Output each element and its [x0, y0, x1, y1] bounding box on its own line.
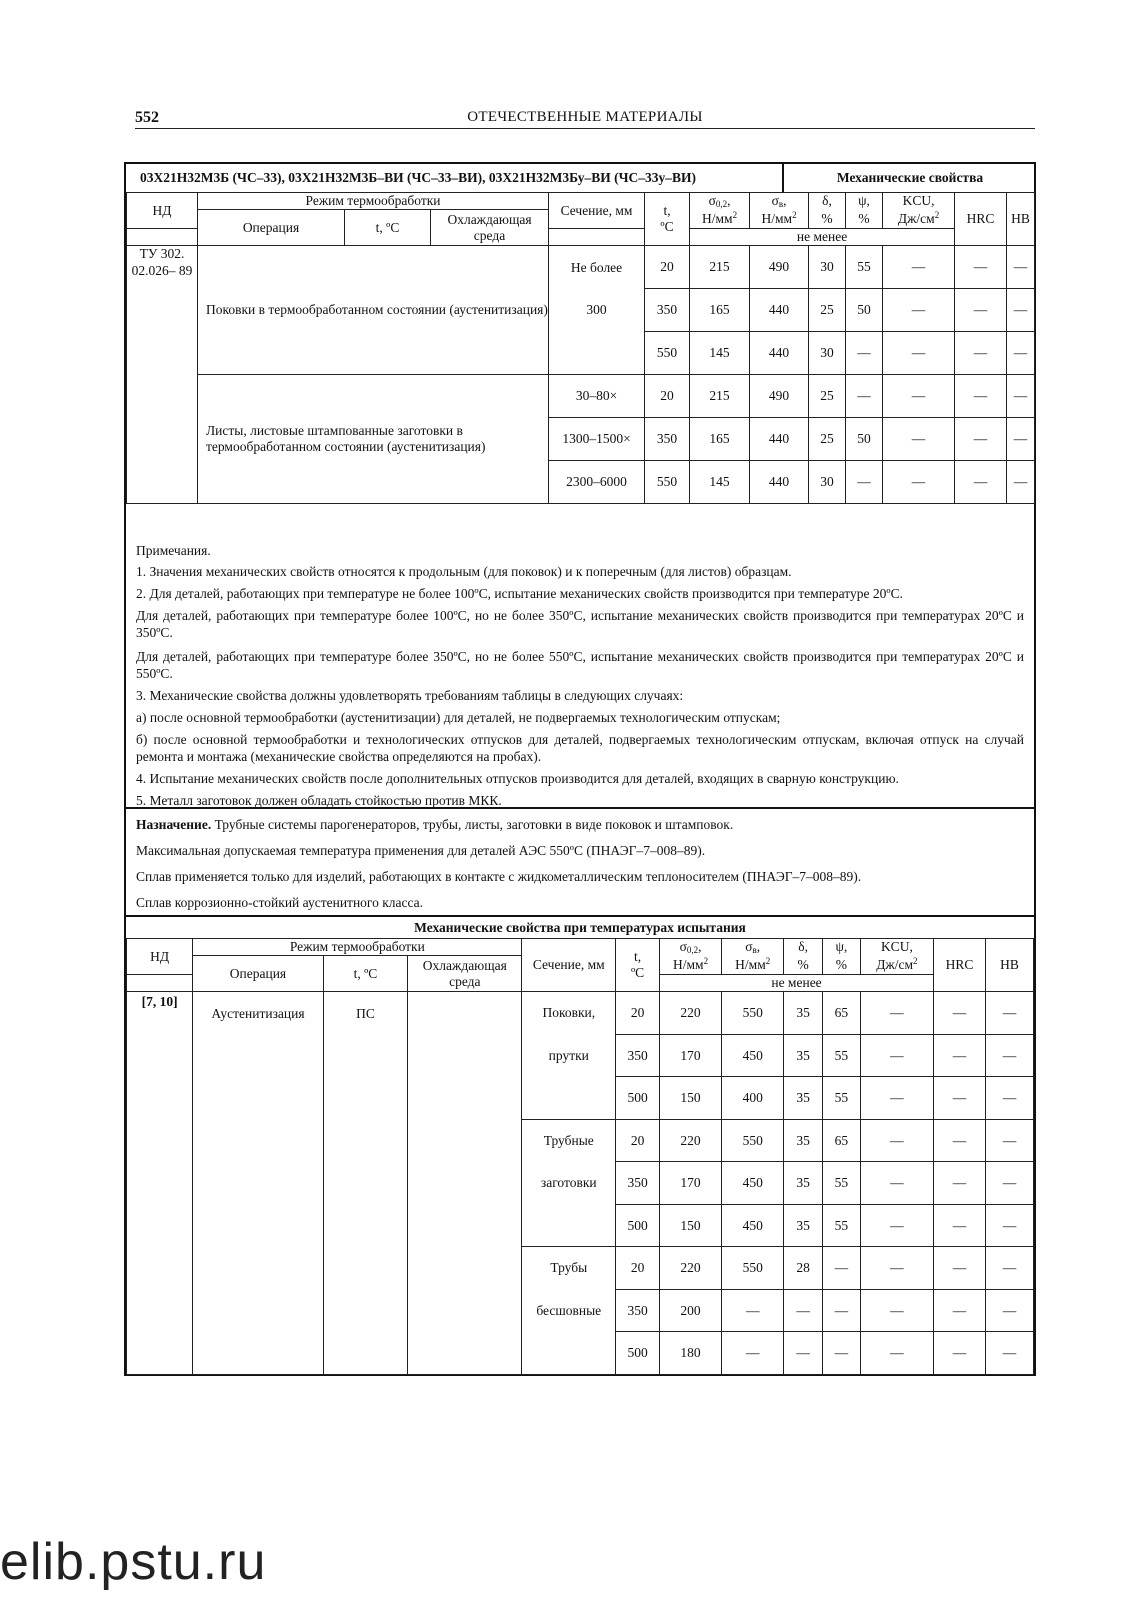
- purpose-label: Назначение.: [136, 817, 212, 832]
- col-hrc: HRC: [934, 939, 986, 992]
- grade-title: 03Х21Н32М3Б (ЧС–33), 03Х21Н32М3Б–ВИ (ЧС–33–ВИ), 03Х21Н32М3Бу–ВИ (ЧС–33у–ВИ): [126, 164, 784, 192]
- reduction-cell: —: [846, 375, 883, 418]
- yield-cell: 145: [690, 332, 750, 375]
- reduction-cell: 55: [823, 1204, 861, 1247]
- col-sv: $\sigma_в$,: [722, 939, 784, 956]
- tensile-cell: 450: [722, 1204, 784, 1247]
- tensile-cell: 450: [722, 1162, 784, 1205]
- col-delta: δ,: [784, 939, 823, 956]
- section-cell: прутки: [522, 1034, 616, 1077]
- col-section-cont: [549, 229, 645, 246]
- temp-cell: 500: [616, 1077, 660, 1120]
- elongation-cell: 35: [784, 1034, 823, 1077]
- hrc-cell: —: [934, 1077, 986, 1120]
- reduction-cell: 65: [823, 1119, 861, 1162]
- note-item: 5. Металл заготовок должен обладать стойкостью против МКК.: [136, 793, 502, 808]
- tensile-cell: 490: [750, 246, 809, 289]
- section-cell: [522, 1332, 616, 1375]
- yield-cell: 180: [659, 1332, 721, 1375]
- hb-cell: —: [1007, 332, 1035, 375]
- not-less-label: не менее: [659, 975, 933, 992]
- col-t-c: t, ºС: [345, 210, 431, 246]
- temp-cell: 500: [616, 1332, 660, 1375]
- elongation-cell: 35: [784, 1077, 823, 1120]
- impact-cell: —: [883, 375, 955, 418]
- hrc-cell: —: [955, 332, 1007, 375]
- heat-temp-cell: ПС: [323, 992, 408, 1375]
- impact-cell: —: [883, 246, 955, 289]
- col-regime: Режим термообработки: [198, 193, 549, 210]
- table-row: [127, 246, 1035, 289]
- hrc-cell: —: [955, 461, 1007, 504]
- tensile-cell: 440: [750, 461, 809, 504]
- page-number: 552: [135, 109, 159, 126]
- tensile-cell: 440: [750, 332, 809, 375]
- impact-cell: —: [860, 1332, 933, 1375]
- col-cooling: Охлаждающая среда: [408, 956, 522, 992]
- tensile-cell: 440: [750, 418, 809, 461]
- notes-section: [126, 537, 1034, 809]
- hrc-cell: —: [934, 992, 986, 1035]
- elongation-cell: 25: [809, 418, 846, 461]
- temp-cell: 20: [645, 375, 690, 418]
- purpose-line: Максимальная допускаемая температура применения для деталей АЭС 550ºС (ПНАЭГ–7–008–89).: [136, 843, 706, 858]
- hrc-cell: —: [934, 1289, 986, 1332]
- col-kcu-unit: $Дж/см^2$: [860, 956, 933, 975]
- impact-cell: —: [883, 332, 955, 375]
- col-t-c: t, ºС: [323, 956, 408, 992]
- yield-cell: 170: [659, 1162, 721, 1205]
- purpose-main: [136, 816, 1024, 833]
- elongation-cell: 35: [784, 1162, 823, 1205]
- running-title: ОТЕЧЕСТВЕННЫЕ МАТЕРИАЛЫ: [467, 109, 703, 125]
- col-sv-unit: $Н/мм^2$: [722, 956, 784, 975]
- tensile-cell: 550: [722, 1119, 784, 1162]
- reduction-cell: 55: [823, 1162, 861, 1205]
- tensile-cell: —: [722, 1332, 784, 1375]
- reduction-cell: 50: [846, 289, 883, 332]
- col-t: t, ºС: [616, 939, 660, 992]
- col-nd-cont: [127, 229, 198, 246]
- yield-cell: 220: [659, 1247, 721, 1290]
- elongation-cell: 30: [809, 461, 846, 504]
- note-item: Для деталей, работающих при температуре более 100ºС, но не более 350ºС, испытание механических свойств производится при температурах 20ºС и 350ºС.: [136, 608, 1024, 640]
- col-cooling: Охлаждающая среда: [431, 210, 549, 246]
- col-psi-unit: %: [846, 210, 883, 229]
- tensile-cell: 450: [722, 1034, 784, 1077]
- table-row: [127, 992, 1034, 1035]
- yield-cell: 165: [690, 418, 750, 461]
- col-sv: $\sigma_в$,: [750, 193, 809, 210]
- col-nd-cont: [127, 975, 193, 992]
- section-cell: 30–80×: [549, 375, 645, 418]
- section-cell: Трубы: [522, 1247, 616, 1290]
- col-s02-unit: $Н/мм^2$: [690, 210, 750, 229]
- section-cell: Не более: [549, 246, 645, 289]
- reduction-cell: —: [846, 461, 883, 504]
- col-operation: Операция: [198, 210, 345, 246]
- col-hb: HB: [1007, 193, 1035, 246]
- operation-cell: [193, 992, 323, 1375]
- operation-cell: Поковки в термообработанном состоянии (аустенитизация): [198, 246, 549, 375]
- temp-cell: 350: [616, 1289, 660, 1332]
- operation-cell: Листы, листовые штампованные заготовки в термообработанном состоянии (аустенитизация): [198, 375, 549, 504]
- nd-cell: [7, 10]: [127, 992, 193, 1375]
- hb-cell: —: [1007, 289, 1035, 332]
- reduction-cell: 55: [823, 1077, 861, 1120]
- tensile-cell: 550: [722, 1247, 784, 1290]
- col-kcu: KCU,: [860, 939, 933, 956]
- yield-cell: 200: [659, 1289, 721, 1332]
- hb-cell: —: [1007, 418, 1035, 461]
- impact-cell: —: [860, 992, 933, 1035]
- nd-cell: ТУ 302. 02.026– 89: [127, 246, 198, 504]
- col-section: Сечение, мм: [522, 939, 616, 992]
- tensile-cell: 400: [722, 1077, 784, 1120]
- col-s02-unit: $Н/мм^2$: [659, 956, 721, 975]
- purpose-line: Сплав применяется только для изделий, работающих в контакте с жидкометаллическим теплоносителем (ПНАЭГ–7–008–89).: [136, 869, 862, 884]
- hrc-cell: —: [955, 246, 1007, 289]
- col-t-unit: ºС: [660, 219, 674, 235]
- table-row: [127, 375, 1035, 418]
- operation-text: Аустенитизация: [211, 1006, 305, 1022]
- material-card: [124, 162, 1036, 1376]
- hrc-cell: —: [934, 1119, 986, 1162]
- temp-properties-table: [126, 938, 1034, 1375]
- hb-cell: —: [986, 1247, 1034, 1290]
- col-kcu: KCU,: [883, 193, 955, 210]
- impact-cell: —: [860, 1034, 933, 1077]
- impact-cell: —: [883, 289, 955, 332]
- hb-cell: —: [1007, 246, 1035, 289]
- hrc-cell: —: [955, 375, 1007, 418]
- section-cell: Поковки,: [522, 992, 616, 1035]
- watermark: elib.pstu.ru: [0, 1533, 267, 1591]
- yield-cell: 220: [659, 992, 721, 1035]
- col-nd: НД: [127, 939, 193, 975]
- note-item: 3. Механические свойства должны удовлетворять требованиям таблицы в следующих случаях:: [136, 688, 684, 703]
- temp-cell: 500: [616, 1204, 660, 1247]
- note-item: 4. Испытание механических свойств после дополнительных отпусков производится для деталей, входящих в сварную конструкцию.: [136, 771, 899, 786]
- elongation-cell: 28: [784, 1247, 823, 1290]
- temp-table-title: Механические свойства при температурах испытания: [126, 915, 1034, 940]
- elongation-cell: 35: [784, 1204, 823, 1247]
- impact-cell: —: [860, 1162, 933, 1205]
- section-cell: 1300–1500×: [549, 418, 645, 461]
- hb-cell: —: [986, 1204, 1034, 1247]
- hrc-cell: —: [934, 1034, 986, 1077]
- col-delta: δ,: [809, 193, 846, 210]
- yield-cell: 215: [690, 246, 750, 289]
- section-cell: заготовки: [522, 1162, 616, 1205]
- note-heading: Примечания.: [136, 543, 211, 558]
- temp-cell: 350: [645, 289, 690, 332]
- properties-table-body: [127, 193, 1035, 504]
- col-s02: $\sigma_{0,2}$,: [659, 939, 721, 956]
- impact-cell: —: [883, 418, 955, 461]
- temp-cell: 350: [616, 1034, 660, 1077]
- section-cell: [522, 1077, 616, 1120]
- col-regime: Режим термообработки: [193, 939, 522, 956]
- purpose-text: Трубные системы парогенераторов, трубы, листы, заготовки в виде поковок и штамповок.: [211, 817, 734, 832]
- col-psi-unit: %: [823, 956, 861, 975]
- cooling-cell: [408, 992, 522, 1375]
- col-hb: HB: [986, 939, 1034, 992]
- elongation-cell: 35: [784, 1119, 823, 1162]
- impact-cell: —: [860, 1204, 933, 1247]
- hrc-cell: —: [934, 1204, 986, 1247]
- impact-cell: —: [860, 1247, 933, 1290]
- reduction-cell: 55: [846, 246, 883, 289]
- tensile-cell: —: [722, 1289, 784, 1332]
- temp-table-body: [127, 939, 1034, 1375]
- temp-cell: 550: [645, 461, 690, 504]
- temp-cell: 20: [616, 992, 660, 1035]
- col-hrc: HRC: [955, 193, 1007, 246]
- col-operation: Операция: [193, 956, 323, 992]
- elongation-cell: 30: [809, 332, 846, 375]
- col-delta-unit: %: [809, 210, 846, 229]
- col-s02: $\sigma_{0,2}$,: [690, 193, 750, 210]
- section-cell: [549, 332, 645, 375]
- hb-cell: —: [986, 1332, 1034, 1375]
- col-kcu-unit: $Дж/см^2$: [883, 210, 955, 229]
- temp-cell: 350: [616, 1162, 660, 1205]
- note-item: 2. Для деталей, работающих при температуре не более 100ºС, испытание механических свойств производится при температуре 20ºС.: [136, 586, 903, 601]
- temp-cell: 20: [616, 1247, 660, 1290]
- hrc-cell: —: [934, 1247, 986, 1290]
- reduction-cell: —: [823, 1332, 861, 1375]
- hrc-cell: —: [934, 1162, 986, 1205]
- temp-cell: 550: [645, 332, 690, 375]
- impact-cell: —: [860, 1119, 933, 1162]
- col-t-label: t,: [663, 203, 671, 219]
- col-psi: ψ,: [846, 193, 883, 210]
- elongation-cell: 25: [809, 375, 846, 418]
- temp-cell: 20: [616, 1119, 660, 1162]
- section-cell: 300: [549, 289, 645, 332]
- impact-cell: —: [883, 461, 955, 504]
- hb-cell: —: [986, 1289, 1034, 1332]
- yield-cell: 215: [690, 375, 750, 418]
- note-item: 1. Значения механических свойств относятся к продольным (для поковок) и к поперечным (для листов) образцам.: [136, 564, 792, 579]
- section-cell: бесшовные: [522, 1289, 616, 1332]
- section-cell: 2300–6000: [549, 461, 645, 504]
- tensile-cell: 440: [750, 289, 809, 332]
- running-header: [135, 106, 1035, 129]
- note-item: б) после основной термообработки и технологических отпусков для деталей, подвергаемых технологическим отпускам, включая отпуск на случай ремонта и монтажа (механические свойства определяются на пробах).: [136, 732, 1024, 764]
- elongation-cell: 35: [784, 992, 823, 1035]
- note-item: а) после основной термообработки (аустенитизации) для деталей, не подвергаемых технологическим отпускам;: [136, 710, 781, 725]
- elongation-cell: —: [784, 1332, 823, 1375]
- col-delta-unit: %: [784, 956, 823, 975]
- hb-cell: —: [986, 1119, 1034, 1162]
- col-t: [645, 193, 690, 246]
- temp-cell: 350: [645, 418, 690, 461]
- impact-cell: —: [860, 1289, 933, 1332]
- reduction-cell: —: [823, 1247, 861, 1290]
- card-title-bar: [126, 164, 1034, 193]
- elongation-cell: —: [784, 1289, 823, 1332]
- hb-cell: —: [1007, 375, 1035, 418]
- hb-cell: —: [986, 1077, 1034, 1120]
- tensile-cell: 550: [722, 992, 784, 1035]
- properties-table: [126, 192, 1035, 504]
- section-cell: Трубные: [522, 1119, 616, 1162]
- temp-cell: 20: [645, 246, 690, 289]
- section-cell: [522, 1204, 616, 1247]
- hb-cell: —: [986, 1162, 1034, 1205]
- not-less-label: не менее: [690, 229, 955, 246]
- note-item: Для деталей, работающих при температуре более 350ºС, но не более 550ºС, испытание механических свойств производится при температурах 20ºС и 550ºС.: [136, 649, 1024, 681]
- hb-cell: —: [986, 992, 1034, 1035]
- impact-cell: —: [860, 1077, 933, 1120]
- purpose-line: Сплав коррозионно-стойкий аустенитного класса.: [136, 895, 424, 910]
- hrc-cell: —: [934, 1332, 986, 1375]
- col-psi: ψ,: [823, 939, 861, 956]
- hb-cell: —: [1007, 461, 1035, 504]
- tensile-cell: 490: [750, 375, 809, 418]
- reduction-cell: —: [846, 332, 883, 375]
- col-nd: НД: [127, 193, 198, 229]
- elongation-cell: 25: [809, 289, 846, 332]
- yield-cell: 145: [690, 461, 750, 504]
- reduction-cell: 55: [823, 1034, 861, 1077]
- yield-cell: 170: [659, 1034, 721, 1077]
- purpose-section: [126, 807, 1034, 915]
- col-sv-unit: $Н/мм^2$: [750, 210, 809, 229]
- hrc-cell: —: [955, 289, 1007, 332]
- elongation-cell: 30: [809, 246, 846, 289]
- reduction-cell: 65: [823, 992, 861, 1035]
- yield-cell: 150: [659, 1077, 721, 1120]
- yield-cell: 150: [659, 1204, 721, 1247]
- hb-cell: —: [986, 1034, 1034, 1077]
- yield-cell: 165: [690, 289, 750, 332]
- yield-cell: 220: [659, 1119, 721, 1162]
- reduction-cell: —: [823, 1289, 861, 1332]
- reduction-cell: 50: [846, 418, 883, 461]
- hrc-cell: —: [955, 418, 1007, 461]
- col-section: Сечение, мм: [549, 193, 645, 229]
- mech-properties-title: Механические свойства: [836, 170, 984, 185]
